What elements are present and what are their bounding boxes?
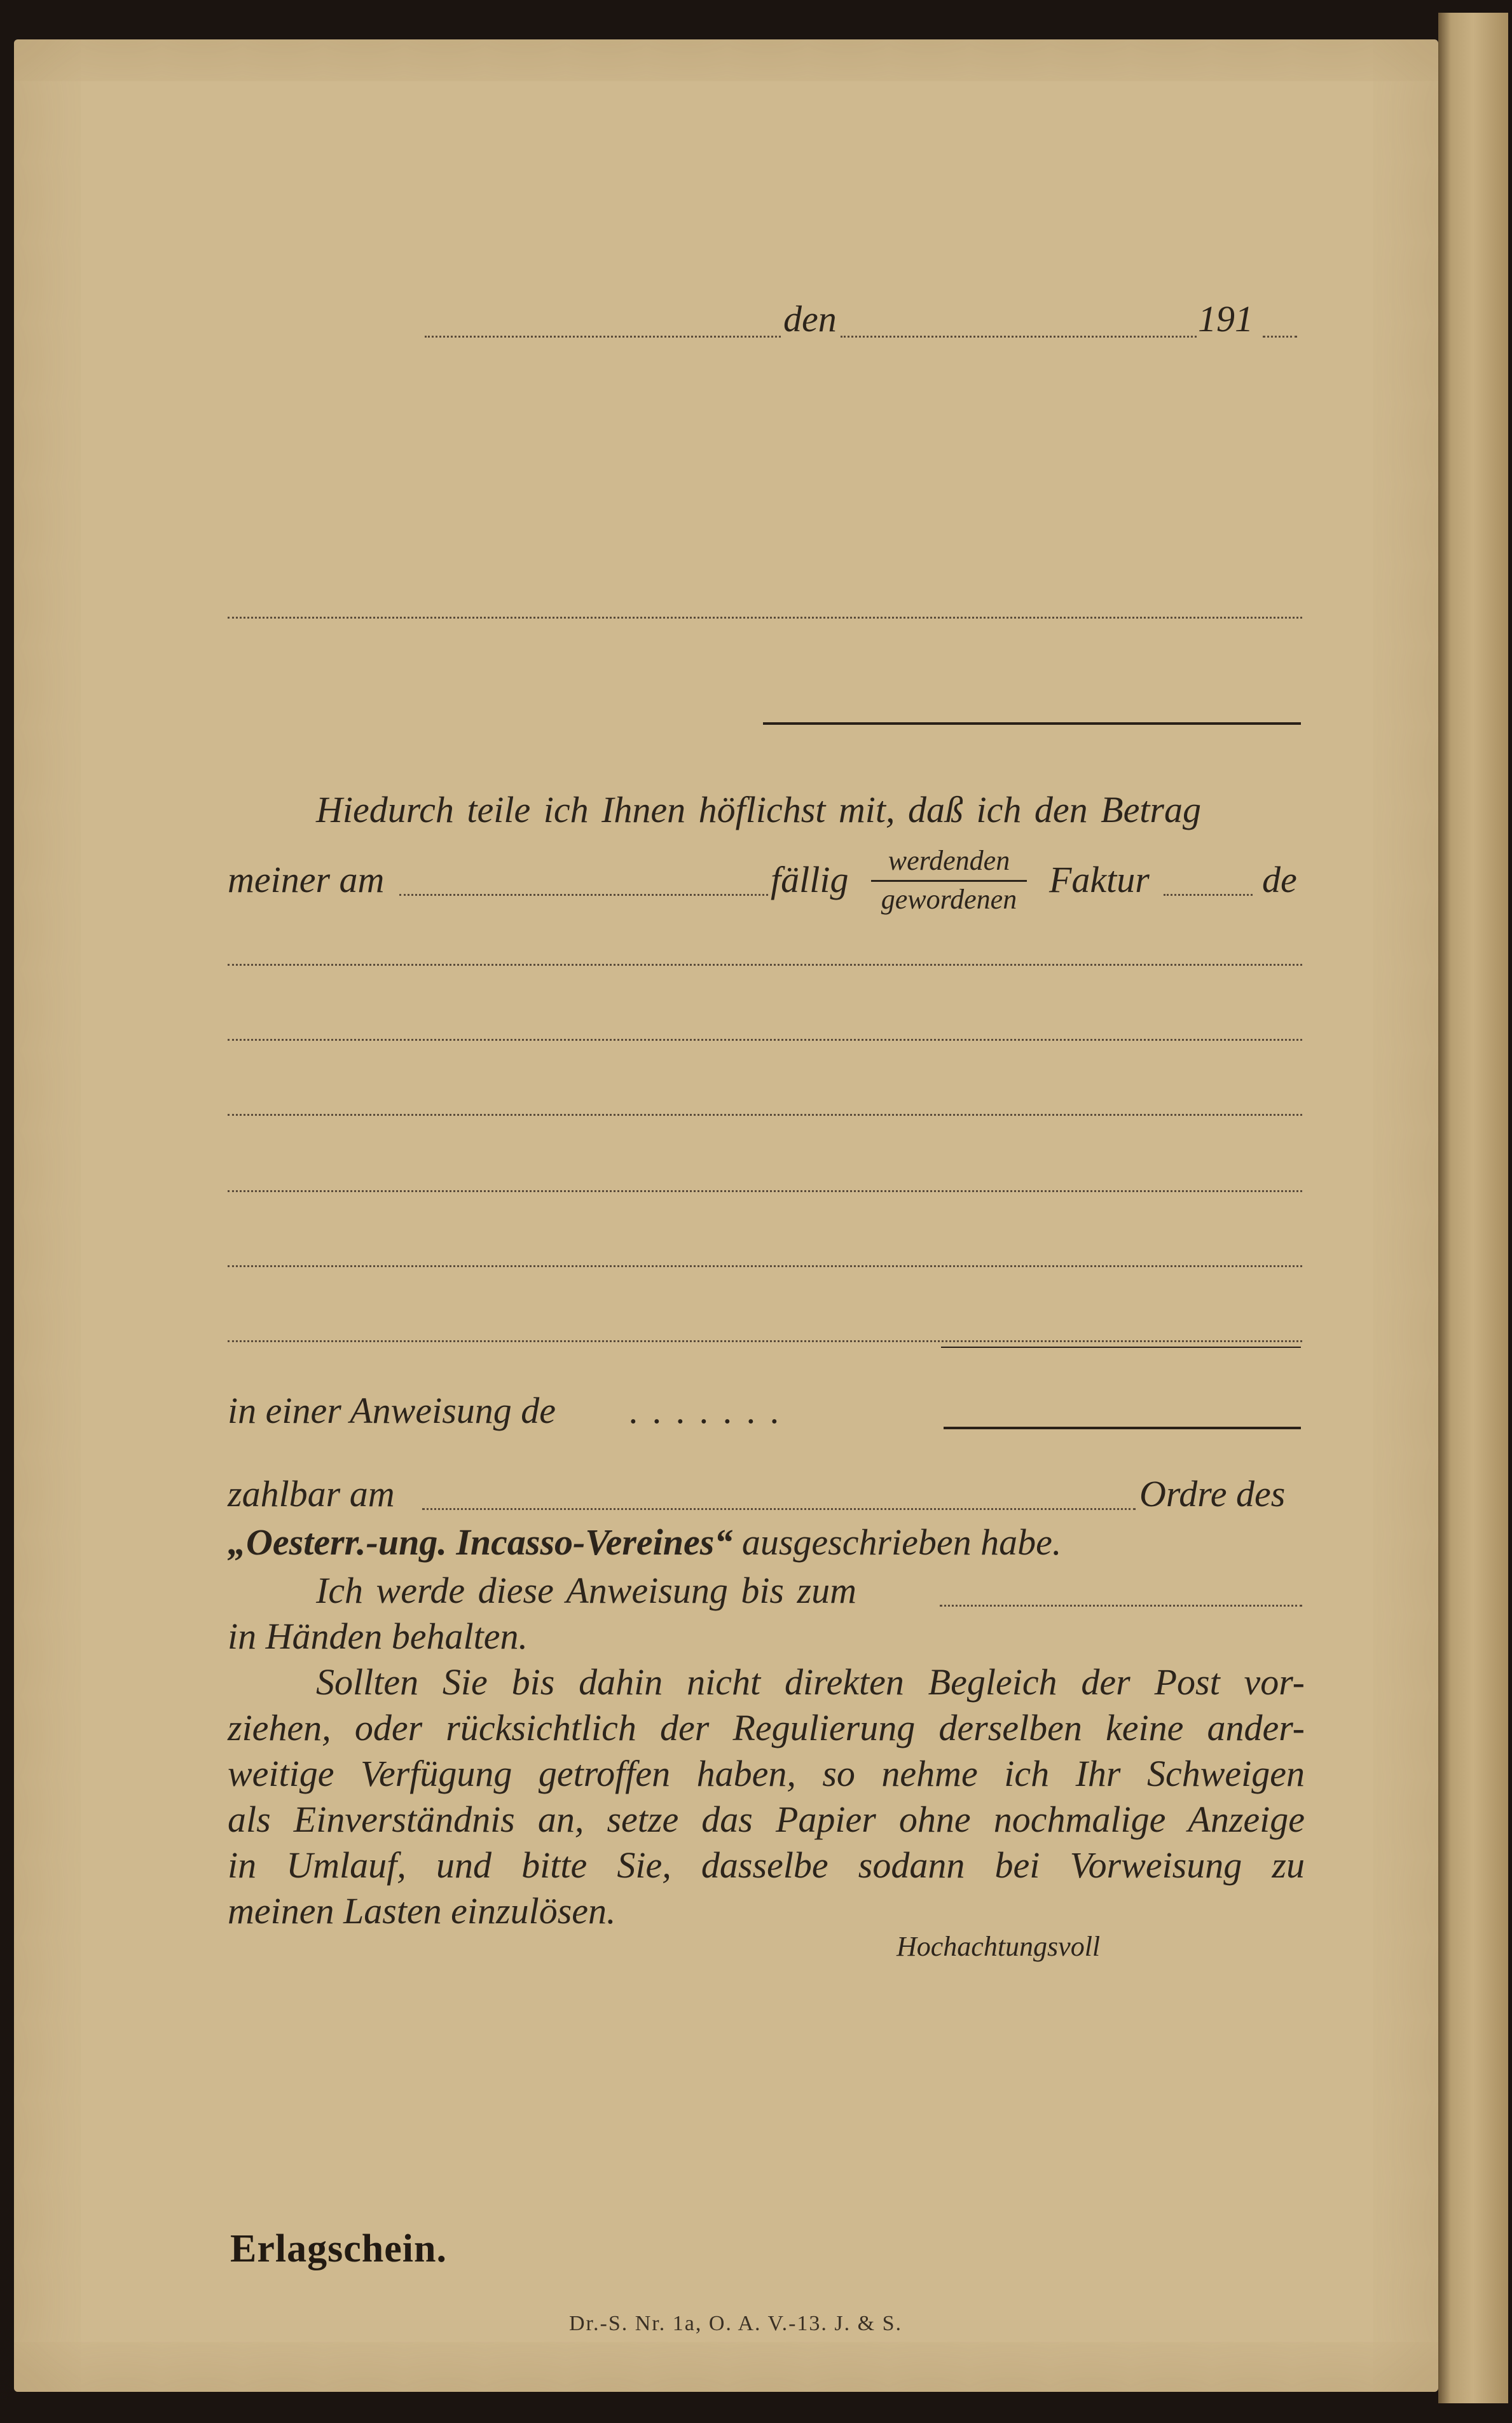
- meiner-am-label: meiner am: [228, 859, 385, 900]
- amount-rule-top: [941, 1347, 1301, 1348]
- blank-line-4[interactable]: [228, 1190, 1302, 1192]
- document-title: Erlagschein.: [230, 2227, 447, 2270]
- de-label: de: [1262, 859, 1297, 900]
- closing-text: Hochachtungsvoll: [897, 1931, 1101, 1962]
- terms-line-1: Sollten Sie bis dahin nicht direkten Begleich der Post vor-: [316, 1661, 1305, 1703]
- terms-line-4: als Einverständnis an, setze das Papier ohne nochmalige Anzeige: [228, 1799, 1305, 1840]
- year-field[interactable]: [1263, 336, 1297, 338]
- blank-line-3[interactable]: [228, 1114, 1302, 1116]
- terms-line-2: ziehen, oder rücksichtlich der Regulierung derselben keine ander-: [228, 1707, 1305, 1748]
- addressee-field[interactable]: [228, 617, 1302, 619]
- terms-line-6: meinen Lasten einzulösen.: [228, 1890, 616, 1932]
- faktur-field[interactable]: [1164, 894, 1253, 896]
- werdenden-label: werdenden: [888, 845, 1010, 876]
- verein-name: „Oesterr.-ung. Incasso-Vereines“: [228, 1521, 733, 1563]
- bis-zum-text: Ich werde diese Anweisung bis zum: [316, 1570, 856, 1611]
- den-label: den: [783, 298, 837, 340]
- invoice-date-field[interactable]: [399, 894, 768, 896]
- terms-line-5: in Umlauf, und bitte Sie, dasselbe sodann bei Vorweisung zu: [228, 1844, 1305, 1886]
- payable-date-field[interactable]: [422, 1508, 1136, 1510]
- terms-line-3: weitige Verfügung getroffen haben, so nehme ich Ihr Schweigen: [228, 1753, 1305, 1794]
- status-fraction: [871, 847, 1027, 914]
- faellig-label: fällig: [771, 859, 849, 900]
- blank-line-2[interactable]: [228, 1039, 1302, 1041]
- terms-paragraph: [228, 1659, 1305, 1934]
- amount-field[interactable]: [944, 1427, 1301, 1429]
- printer-imprint: Dr.-S. Nr. 1a, O. A. V.-13. J. & S.: [569, 2312, 903, 2335]
- date-field[interactable]: [841, 336, 1197, 338]
- intro-text: Hiedurch teile ich Ihnen höflichst mit, daß ich den Betrag: [316, 789, 1201, 830]
- blank-line-5[interactable]: [228, 1265, 1302, 1267]
- anweisung-leader: . . . . . . .: [629, 1390, 783, 1431]
- ausgeschrieben-text: ausgeschrieben habe.: [732, 1521, 1062, 1563]
- year-label: 191: [1198, 298, 1253, 340]
- anweisung-label: in einer Anweisung de: [228, 1390, 556, 1431]
- gewordenen-label: gewordenen: [881, 884, 1017, 915]
- ordre-des-label: Ordre des: [1139, 1473, 1286, 1514]
- hold-until-field[interactable]: [940, 1605, 1302, 1607]
- haenden-text: in Händen behalten.: [228, 1616, 528, 1657]
- addressee-underline: [763, 722, 1301, 725]
- place-field[interactable]: [425, 336, 781, 338]
- verein-line: [228, 1521, 1061, 1563]
- blank-line-6[interactable]: [228, 1340, 1302, 1342]
- blank-line-1[interactable]: [228, 964, 1302, 966]
- faktur-label: Faktur: [1049, 859, 1150, 900]
- zahlbar-am-label: zahlbar am: [228, 1473, 395, 1514]
